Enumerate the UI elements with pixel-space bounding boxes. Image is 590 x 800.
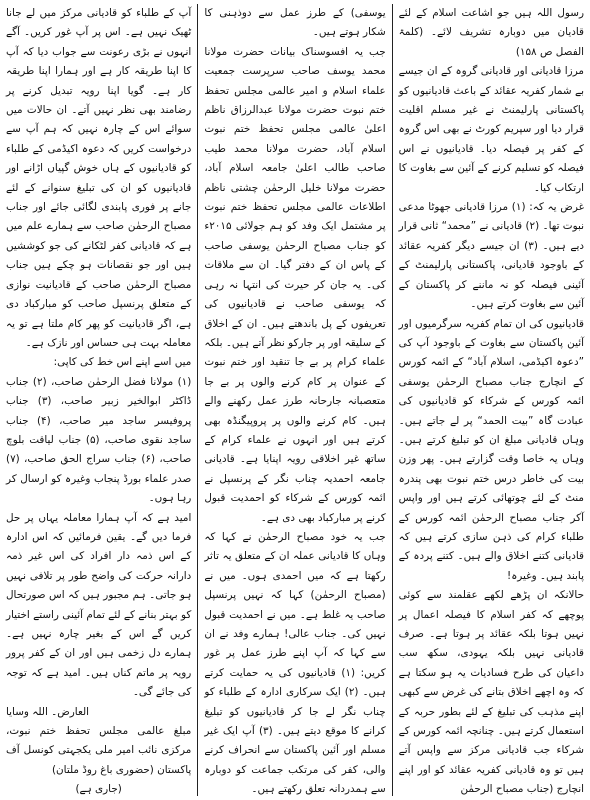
paragraph: جب یہ خود مصباح الرحمٰن نے کہا کہ وہاں کا قادیانی عملہ ان کے متعلق یہ تاثر رکھتا ہے کہ میں احمدی ہوں۔ میں نے (مصباح الرحمٰن) کہا کہ نہیں پرنسپل صاحب یہ غلط ہے۔ میں نے احمدیت قبول نہیں کی۔ جناب عالی! ہمارے وفد نے ان سے کہا کہ آپ اپنے طرز عمل پر غور کریں: (۱) قادیانیوں کی یہ حمایت کرتے ہیں۔ (۲) ایک سرکاری ادارہ کے طلباء کو چناب نگر لے جا کر قادیانیوں کو تبلیغ کرانے کا موقع دیتے ہیں۔ (۳) آپ ایک غیر مسلم اور آئین پاکستان سے انحراف کرنے والی، کفر کی مرتکب جماعت کو دوبارہ سے ہمدردانہ تعلق رکھتے ہیں۔ (204, 530, 386, 796)
paragraph: امید ہے کہ آپ ہمارا معاملہ یہاں پر حل فرما دیں گے۔ یقین فرمائیں کہ اس ادارہ کے اس ذمہ دار افراد کی اس غیر ذمہ دارانہ حرکت کی واضح طور پر تلافی نہیں ہو جاتی۔ ہم مجبور ہیں کہ اس صورتحال کو بہتر بنانے کے لئے تمام آئینی راستے اختیار کریں گے اس کے بغیر چارہ نہیں ہے۔ ہمارے دل زخمی ہیں اور ان کے کفر پرور رویہ پر ماتم کناں ہیں۔ امید ہے کہ توجہ کی جائے گی۔ (6, 511, 192, 699)
recipients-list: (۱) مولانا فضل الرحمٰن صاحب، (۲) جناب ڈاکٹر ابوالخیر زبیر صاحب، (۳) جناب پروفیسر ساجد میر صاحب، (۴) جناب ساجد نقوی صاحب، (۵) جناب لیاقت بلوچ صاحب، (۶) جناب سراج الحق صاحب، (۷) صدر علماء بورڈ پنجاب وغیرہ کو ارسال کر رہا ہوں۔ (6, 375, 192, 505)
paragraph: آپ کے طلباء کو قادیانی مرکز میں لے جانا ٹھیک نہیں ہے۔ اس پر آپ غور کریں۔ آگے انہوں نے بڑی رعونت سے جواب دیا کہ آپ کا اپنا طریقہ کار ہے اور ہمارا اپنا طریقہ کار ہے۔ گویا اپنا رویہ تبدیل کرنے پر رضامند بھی نظر نہیں آتے۔ ان حالات میں سوائے اس کے چارہ نہیں کہ ہم آپ سے درخواست کریں کہ دعوہ اکیڈمی کے طلباء کو قادیانیوں کے ہاں خوش گپیاں اڑانے اور قادیانیوں کو ان کی تبلیغ سنوانے کے لئے جانے پر فوری پابندی لگائی جائے اور جناب مصباح الرحمٰن صاحب سے ہمارے علم میں ہے کہ قادیانی کفر لٹکانے کی جو کوششیں ہیں اور جو نقصانات ہو چکے ہیں جناب مصباح الرحمٰن صاحب کے قادیانیت نوازی کے متعلق پرنسپل صاحب کو مبارکباد دی ہے، اگر قادیانیت کو پھر کام ملتا ہے تو یہ معاملہ بہت ہی حساس اور نازک ہے۔ (6, 7, 192, 349)
signature: العارض۔ اللہ وسایا (6, 705, 90, 718)
paragraph: غرض یہ کہ: (۱) مرزا قادیانی جھوٹا مدعی نبوت تھا۔ (۲) قادیانی نے ”محمد“ ثانی قرار دیے ہیں۔ (۳) ان جیسے دیگر کفریہ عقائد کے باوجود قادیانی، پاکستانی پارلیمنٹ کے آئینی فیصلہ کو نہ ماننے کر پاکستان کے آئین سے بغاوت کرتے ہیں۔ (398, 201, 584, 311)
paragraph: حالانکہ ان پڑھے لکھے عقلمند سے کوئی پوچھے کہ کفر اسلام کا فیصلہ اعمال پر نہیں ہوتا بلکہ عقائد پر ہوتا ہے۔ صرف قادیانی نہیں بلکہ یہودی، سکھ سب داعیان کی طرح فسادیات یہ ہو سکتا ہے کہ وہ اچھے اخلاق بتانے کی غرض سے کبھی اپنے مذہب کی تبلیغ کے لئے بطور حربہ کے استعمال کرتے ہیں۔ چنانچہ ائمہ کورس کے شرکاء جب قادیانی مرکز سے واپس آتے ہیں تو وہ قادیانی کفریہ عقائد کو اور اپنے انچارج (جناب مصباح الرحمٰن (398, 589, 584, 796)
recipients-heading: میں اسے اپنے اس خط کی کاپی: (53, 356, 192, 369)
author-designation: مبلغ عالمی مجلس تحفظ ختم نبوت، مرکزی نائب امیر ملی یکجہتی کونسل آف پاکستان (حضوری باغ روڈ ملتان) (6, 725, 192, 776)
continued-note: (جاری ہے) (75, 783, 122, 796)
paragraph: یوسفی) کے طرز عمل سے دوذہنی کا شکار ہوتے ہیں۔ (204, 7, 386, 39)
column-left (0, 0, 197, 800)
paragraph: رسول اللہ ہیں جو اشاعت اسلام کے لئے قادیان میں دوبارہ تشریف لائے۔ (کلمۃ الفصل ص ۱۵۸) (398, 7, 584, 58)
paragraph: قادیانیوں کی ان تمام کفریہ سرگرمیوں اور آئین پاکستان سے بغاوت کے باوجود آپ کی ”دعوہ اکیڈمی، اسلام آباد“ کے ائمہ کورس کے انچارج جناب مصباح الرحمٰن یوسفی ائمہ کورس کے شرکاء کو قادیانیوں کی عبادت گاہ ”بیت الحمد“ پر لے جاتے ہیں۔ وہاں قادیانی مبلغ ان کو تبلیغ کرتے ہیں۔ وہاں یہ خاصا وقت گزارتے ہیں۔ پھر وزن بیت کی خاطر درس ختم نبوت بھی پندرہ منٹ کے لئے چوتھائی کرتے ہیں اور واپس آکر جناب مصباح الرحمٰن ائمہ کورس کے طلباء کرام کی ذہن سازی کرتے ہیں کہ قادیانی کتنے اخلاق والے ہیں۔ کتنے پردہ کے پابند ہیں۔ وغیرہ! (398, 317, 584, 582)
paragraph: جب یہ افسوسناک بیانات حضرت مولانا محمد یوسف صاحب سرپرست جمعیت علماء اسلام و امیر عالمی مجلس تحفظ ختم نبوت حضرت مولانا عبدالرزاق ناظم اعلیٰ عالمی مجلس تحفظ ختم نبوت اسلام آباد، حضرت مولانا محمد طیب صاحب طالب اعلیٰ جامعہ اسلام آباد، حضرت مولانا خلیل الرحمٰن چشتی ناظم اطلاعات عالمی مجلس تحفظ ختم نبوت پر مشتمل ایک وفد کو ہم جولائی ۲۰۱۵ء کو جناب مصباح الرحمٰن یوسفی صاحب کے پاس ان کے دفتر گیا۔ ان سے ملاقات کی۔ یہ جان کر حیرت کی انتہا نہ رہی کہ یوسفی صاحب نے قادیانیوں کی تعریفوں کے پل باندھتے ہیں۔ ان کے اخلاق کے سلیقہ اور پر جارکو نظر آتے ہیں۔ بلکہ علماء کرام پر بے جا تنقید اور ختم نبوت کے عنوان پر کام کرنے والوں پر بے جا متعصبانہ جارحانہ طرز عمل رکھنے والے ہیں۔ کام کرنے والوں پر پروپیگنڈہ بھی کرتے ہیں اور انہوں نے علماء کرام کے ساتھ غیر اخلاقی رویہ اپنایا ہے۔ قادیانی جامعہ احمدیہ چناب نگر کے پرنسپل نے ائمہ کورس کے شرکاء کو احمدیت قبول کرنے پر مبارکباد بھی دی ہے۔ (204, 45, 386, 524)
column-right (393, 0, 590, 800)
column-middle (198, 0, 391, 800)
paragraph: مرزا قادیانی اور قادیانی گروہ کے ان جیسے بے شمار کفریہ عقائد کے باعث قادیانیوں کو پاکستانی پارلیمنٹ نے غیر مسلم اقلیت قرار دیا اور سپریم کورٹ نے بھی اس گروہ کے کفر پر فیصلہ دیا۔ قادیانیوں نے اس فیصلہ کو تسلیم کرنے کے آئین سے بغاوت کا ارتکاب کیا۔ (398, 65, 584, 194)
